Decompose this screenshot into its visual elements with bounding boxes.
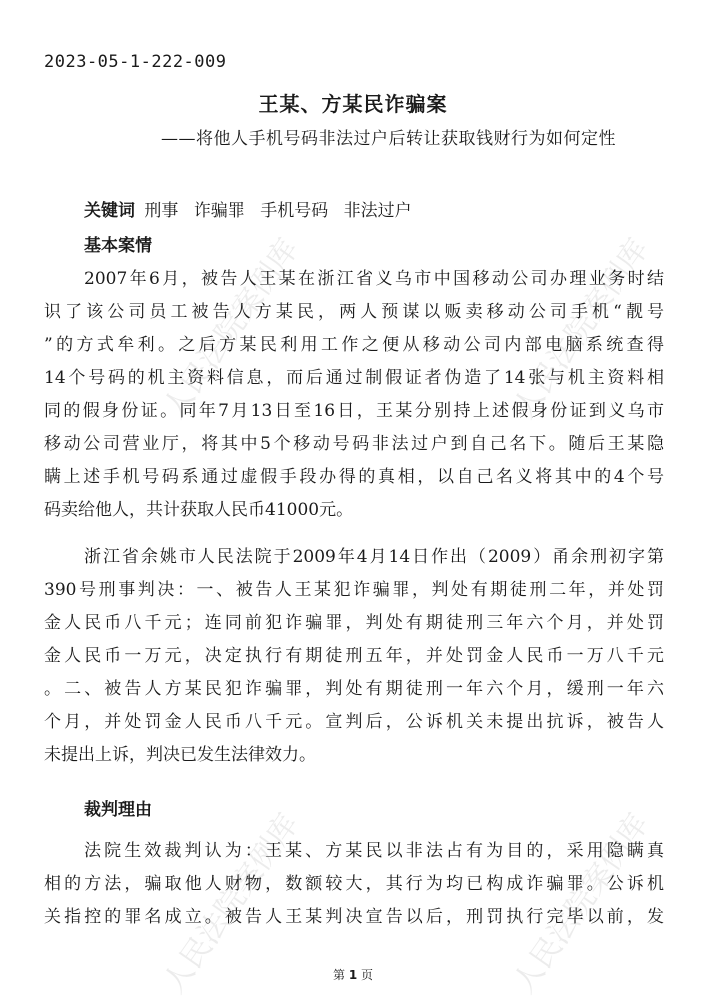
page-footer [0, 966, 706, 983]
page-subtitle: ——将他人手机号码非法过户后转让获取钱财行为如何定性 [161, 129, 616, 149]
keyword-item: 刑事 [144, 201, 179, 221]
keywords-line [84, 196, 422, 221]
keywords-label: 关键词 [84, 201, 135, 221]
paragraph-line: 390号刑事判决：一、被告人王某犯诈骗罪，判处有期徒刑二年，并处罚 [44, 580, 664, 600]
footer-prefix: 第 [332, 968, 345, 982]
watermark: 人民法院案例库 [156, 232, 306, 425]
watermark: 人民法院案例库 [156, 807, 306, 1000]
watermark: 人民法院案例库 [506, 232, 656, 425]
paragraph-line: 瞒上述手机号码系通过虚假手段办得的真相，以自己名义将其中的4个号 [44, 467, 664, 487]
paragraph-line: 金人民币八千元；连同前犯诈骗罪，判处有期徒刑三年六个月，并处罚 [44, 613, 664, 633]
paragraph-line: 法院生效裁判认为：王某、方某民以非法占有为目的，采用隐瞒真 [84, 841, 664, 861]
paragraph-line: 同的假身份证。同年7月13日至16日，王某分别持上述假身份证到义乌市 [44, 401, 664, 421]
page-title: 王某、方某民诈骗案 [258, 92, 448, 116]
keyword-item: 诈骗罪 [193, 201, 245, 221]
paragraph-line: 浙江省余姚市人民法院于2009年4月14日作出（2009）甬余刑初字第 [84, 547, 664, 567]
paragraph-line: ”的方式牟利。之后方某民利用工作之便从移动公司内部电脑系统查得 [44, 335, 664, 355]
paragraph-line: 关指控的罪名成立。被告人王某判决宣告以后，刑罚执行完毕以前，发 [44, 907, 664, 927]
paragraph-line: 金人民币一万元，决定执行有期徒刑五年，并处罚金人民币一万八千元 [44, 646, 664, 666]
watermark: 人民法院案例库 [506, 807, 656, 1000]
paragraph-line: 14个号码的机主资料信息，而后通过制假证者伪造了14张与机主资料相 [44, 368, 664, 388]
paragraph-line: 识了该公司员工被告人方某民，两人预谋以贩卖移动公司手机“靓号 [44, 302, 664, 322]
paragraph-line: 移动公司营业厅，将其中5个移动号码非法过户到自己名下。随后王某隐 [44, 434, 664, 454]
case-number: 2023-05-1-222-009 [44, 52, 227, 72]
page-number: 1 [348, 968, 358, 982]
keyword-item: 非法过户 [343, 201, 412, 221]
paragraph-line: 个月，并处罚金人民币八千元。宣判后，公诉机关未提出抗诉，被告人 [44, 712, 664, 732]
paragraph-line: 未提出上诉，判决已发生法律效力。 [44, 745, 316, 765]
keyword-item: 手机号码 [260, 201, 329, 221]
paragraph-line: 。二、被告人方某民犯诈骗罪，判处有期徒刑一年六个月，缓刑一年六 [44, 679, 664, 699]
section-heading-basic-facts: 基本案情 [84, 236, 152, 256]
paragraph-line: 码卖给他人，共计获取人民币41000元。 [44, 500, 354, 520]
footer-suffix: 页 [361, 968, 374, 982]
paragraph-line: 2007年6月，被告人王某在浙江省义乌市中国移动公司办理业务时结 [84, 269, 664, 289]
section-heading-judgment-reason: 裁判理由 [84, 800, 152, 820]
paragraph-line: 相的方法，骗取他人财物，数额较大，其行为均已构成诈骗罪。公诉机 [44, 874, 664, 894]
